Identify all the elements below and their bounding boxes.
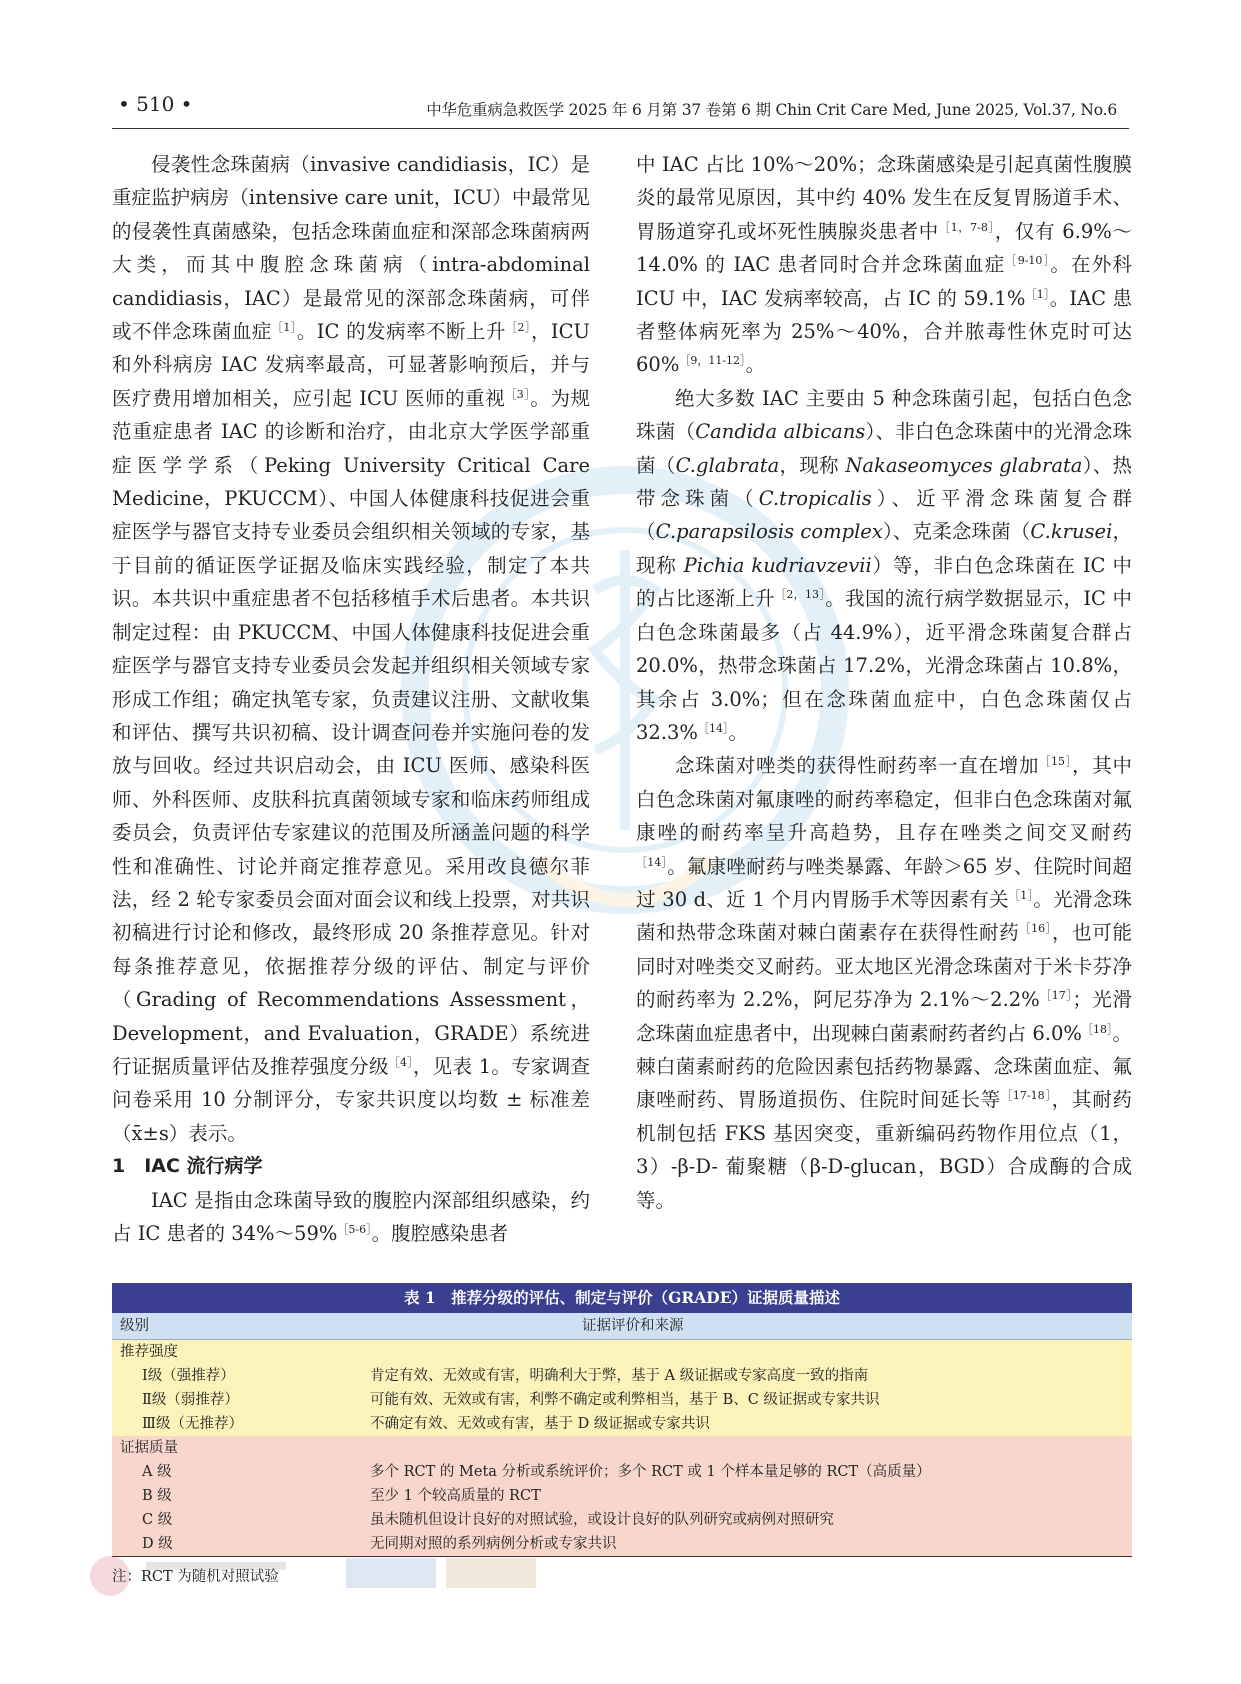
page-number: • 510 • (118, 92, 193, 116)
table-header-row (112, 1313, 1132, 1340)
species-paragraph: 绝大多数 IAC 主要由 5 种念珠菌引起，包括白色念珠菌（Candida albicans）、非白色念珠菌中的光滑念珠菌（C.glabrata，现称 Nakaseomyces glabrata）、热带念珠菌（C.tropicalis）、近平滑念珠菌复合群（C.parapsilosis complex）、克柔念珠菌（C.krusei，现称 Pichia kudriavzevii）等，非白色念珠菌在 IC 中的占比逐渐上升$^{[2,13]}$。我国的流行病学数据显示，IC 中白色念珠菌最多（占 44.9%），近平滑念珠菌复合群占 20.0%，热带念珠菌占 17.2%，光滑念珠菌占 10.8%，其余占 3.0%；但在念珠菌血症中，白色念珠菌仅占 32.3%$^{[14]}$。 (636, 386, 1132, 744)
table-note: 注：RCT 为随机对照试验 (112, 1569, 279, 1585)
citation: ［17］ (1039, 989, 1073, 1003)
citation: ［5-6］ (337, 1223, 372, 1236)
table-row: Ⅲ级（无推荐） 不确定有效、无效或有害，基于 D 级证据或专家共识 (142, 1416, 710, 1432)
resistance-paragraph: 念珠菌对唑类的获得性耐药率一直在增加$^{[15]}$，其中白色念珠菌对氟康唑的耐药率稳定，但非白色念珠菌对氟康唑的耐药率呈升高趋势，且存在唑类之间交叉耐药$^{[14]}$。氟康唑耐药与唑类暴露、年龄＞65 岁、住院时间超过 30 d、近 1 个月内胃肠手术等因素有关$^{[1]}$。光滑念珠菌和热带念珠菌对棘白菌素存在获得性耐药$^{[16]}$，也可能同时对唑类交叉耐药。亚太地区光滑念珠菌对于米卡芬净的耐药率为 2.2%，阿尼芬净为 2.1%～2.2%$^{[17]}$；光滑念珠菌血症患者中，出现棘白菌素耐药者约占 6.0%$^{[18]}$。棘白菌素耐药的危险因素包括药物暴露、念珠菌血症、氟康唑耐药、胃肠道损伤、住院时间延长等$^{[17-18]}$，其耐药机制包括 FKS 基因突变，重新编码药物作用位点（1，3）-β-D- 葡聚糖（β-D-glucan，BGD）合成酶的合成等。 (636, 754, 1132, 1212)
citation: ［15］ (1039, 755, 1072, 769)
section-heading: 1 IAC 流行病学 (112, 1155, 263, 1178)
table-row: Ⅰ级（强推荐） 肯定有效、无效或有害，明确利大于弊，基于 A 级证据或专家高度一致的指南 (142, 1368, 869, 1384)
group-label: 推荐强度 (120, 1344, 178, 1360)
column-header-source: 证据评价和来源 (582, 1318, 684, 1334)
right-column (636, 148, 1132, 1217)
group-label-row (112, 1436, 1132, 1460)
citation: ［9，11-12］ (679, 354, 746, 368)
group-label-row (112, 1340, 1132, 1364)
intro-paragraph: 侵袭性念珠菌病（invasive candidiasis，IC）是重症监护病房（intensive care unit，ICU）中最常见的侵袭性真菌感染，包括念珠菌血症和深部念珠菌病两大类，而其中腹腔念珠菌病（intra-abdominal candidiasis，IAC）是最常见的深部念珠菌病，可伴或不伴念珠菌血症$^{[1]}$。IC 的发病率不断上升$^{[2]}$，ICU 和外科病房 IAC 发病率最高，可显著影响预后，并与医疗费用增加相关，应引起 ICU 医师的重视$^{[3]}$。为规范重症患者 IAC 的诊断和治疗，由北京大学医学部重症医学学系（Peking University Critical Care Medicine，PKUCCM）、中国人体健康科技促进会重症医学与器官支持专业委员会组织相关领域的专家，基于目前的循证医学证据及临床实践经验，制定了本共识。本共识中重症患者不包括移植手术后患者。本共识制定过程：由 PKUCCM、中国人体健康科技促进会重症医学与器官支持专业委员会发起并组织相关领域专家形成工作组；确定执笔专家，负责建议注册、文献收集和评估、撰写共识初稿、设计调查问卷并实施问卷的发放与回收。经过共识启动会，由 ICU 医师、感染科医师、外科医师、皮肤科抗真菌领域专家和临床药师组成委员会，负责评估专家建议的范围及所涵盖问题的科学性和准确性、讨论并商定推荐意见。采用改良德尔菲法，经 2 轮专家委员会面对面会议和线上投票，对共识初稿进行讨论和修改，最终形成 20 条推荐意见。针对每条推荐意见，依据推荐分级的评估、制定与评价（Grading of Recommendations Assessment，Development，and Evaluation，GRADE）系统进行证据质量评估及推荐强度分级$^{[4]}$，见表 1。专家调查问卷采用 10 分制评分，专家共识度以均数 ± 标准差（x̄±s）表示。 (112, 153, 590, 1145)
citation: ［18］ (1081, 1022, 1113, 1036)
left-column (112, 148, 590, 1250)
citation: ［3］ (505, 387, 531, 401)
table-row: A 级 多个 RCT 的 Meta 分析或系统评价；多个 RCT 或 1 个样本量足够的 RCT（高质量） (142, 1464, 931, 1480)
page-header (118, 92, 1117, 132)
citation: ［2，13］ (774, 588, 826, 602)
table-row: D 级 无同期对照的系列病例分析或专家共识 (142, 1536, 617, 1552)
journal-citation: 中华危重病急救医学 2025 年 6 月第 37 卷第 6 期 Chin Crit Care Med, June 2025, Vol.37, No.6 (426, 101, 1117, 119)
epidemiology-paragraph: IAC 是指由念珠菌导致的腹腔内深部组织感染，约占 IC 患者的 34%～59%$^{[5-6]}$。腹腔感染患者 (112, 1188, 590, 1245)
citation: ［14］ (697, 721, 729, 735)
grade-table (112, 1283, 1132, 1557)
citation: ［1］ (271, 321, 297, 335)
table-row: B 级 至少 1 个较高质量的 RCT (142, 1488, 541, 1504)
citation: ［14］ (636, 855, 668, 869)
citation: ［2］ (506, 321, 531, 335)
table-row: Ⅱ级（弱推荐） 可能有效、无效或有害，利弊不确定或利弊相当，基于 B、C 级证据或专家共识 (142, 1392, 880, 1408)
citation: ［1］ (1008, 888, 1034, 902)
table-row: C 级 虽未随机但设计良好的对照试验，或设计良好的队列研究或病例对照研究 (142, 1512, 834, 1528)
citation: ［16］ (1019, 922, 1052, 936)
citation: ［9-10］ (1005, 254, 1051, 268)
column-header-level: 级别 (120, 1318, 149, 1334)
citation: ［1，7-8］ (939, 220, 995, 234)
header-rule (112, 128, 1129, 129)
recommendation-strength-group (112, 1340, 1132, 1436)
table-title: 表 1 推荐分级的评估、制定与评价（GRADE）证据质量描述 (112, 1283, 1132, 1313)
evidence-quality-group (112, 1436, 1132, 1556)
group-label: 证据质量 (120, 1440, 178, 1456)
citation: ［4］ (388, 1055, 413, 1069)
continued-paragraph: 中 IAC 占比 10%～20%；念珠菌感染是引起真菌性腹膜炎的最常见原因，其中约 40% 发生在反复胃肠道手术、胃肠道穿孔或坏死性胰腺炎患者中$^{[1,7-8]}$，仅有 6.9%～14.0% 的 IAC 患者同时合并念珠菌血症$^{[9-10]}$。在外科 ICU 中，IAC 发病率较高，占 IC 的 59.1%$^{[1]}$。IAC 患者整体病死率为 25%～40%，合并脓毒性休克时可达 60%$^{[9,11-12]}$。 (636, 153, 1132, 377)
citation: ［17-18］ (1001, 1089, 1052, 1103)
citation: ［1］ (1025, 287, 1050, 301)
